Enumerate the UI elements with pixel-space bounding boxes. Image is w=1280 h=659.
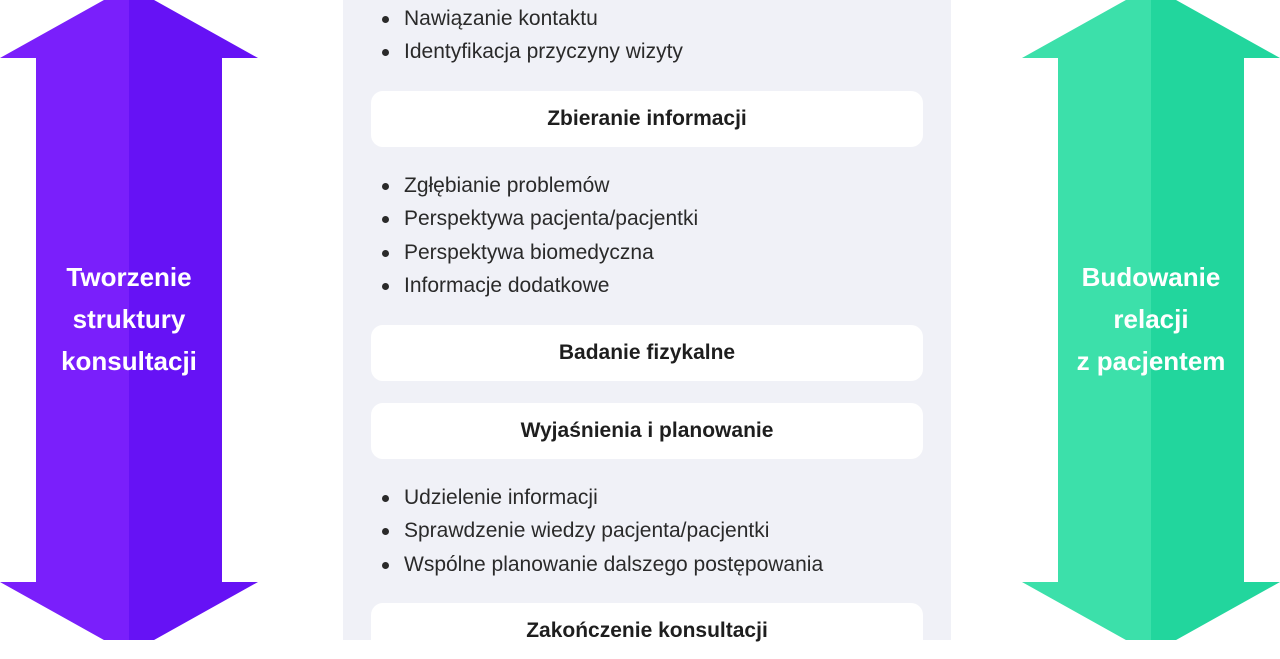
label-line: z pacjentem (1076, 346, 1226, 376)
list-item: Wspólne planowanie dalszego postępowania (379, 548, 823, 581)
stage-gathering-information: Zbieranie informacji (371, 91, 923, 147)
relationship-arrow-label (1022, 256, 1280, 382)
relationship-arrow (1022, 0, 1280, 640)
consultation-stages-panel (343, 0, 951, 640)
list-item: Nawiązanie kontaktu (379, 2, 683, 35)
stage-explanation-planning: Wyjaśnienia i planowanie (371, 403, 923, 459)
gathering-bullet-list (379, 169, 698, 302)
list-item: Sprawdzenie wiedzy pacjenta/pacjentki (379, 514, 823, 547)
stage-physical-examination: Badanie fizykalne (371, 325, 923, 381)
opening-bullet-list (379, 2, 683, 69)
explanation-bullet-list (379, 481, 823, 581)
label-line: konsultacji (61, 346, 197, 376)
label-line: relacji (1113, 304, 1189, 334)
list-item: Udzielenie informacji (379, 481, 823, 514)
list-item: Identyfikacja przyczyny wizyty (379, 35, 683, 68)
list-item: Zgłębianie problemów (379, 169, 698, 202)
label-line: Tworzenie (66, 262, 192, 292)
list-item: Perspektywa pacjenta/pacjentki (379, 202, 698, 235)
label-line: Budowanie (1081, 262, 1221, 292)
list-item: Informacje dodatkowe (379, 269, 698, 302)
structure-arrow-label (0, 256, 258, 382)
label-line: struktury (72, 304, 186, 334)
stage-closing-consultation: Zakończenie konsultacji (371, 603, 923, 659)
structure-arrow (0, 0, 258, 640)
list-item: Perspektywa biomedyczna (379, 236, 698, 269)
